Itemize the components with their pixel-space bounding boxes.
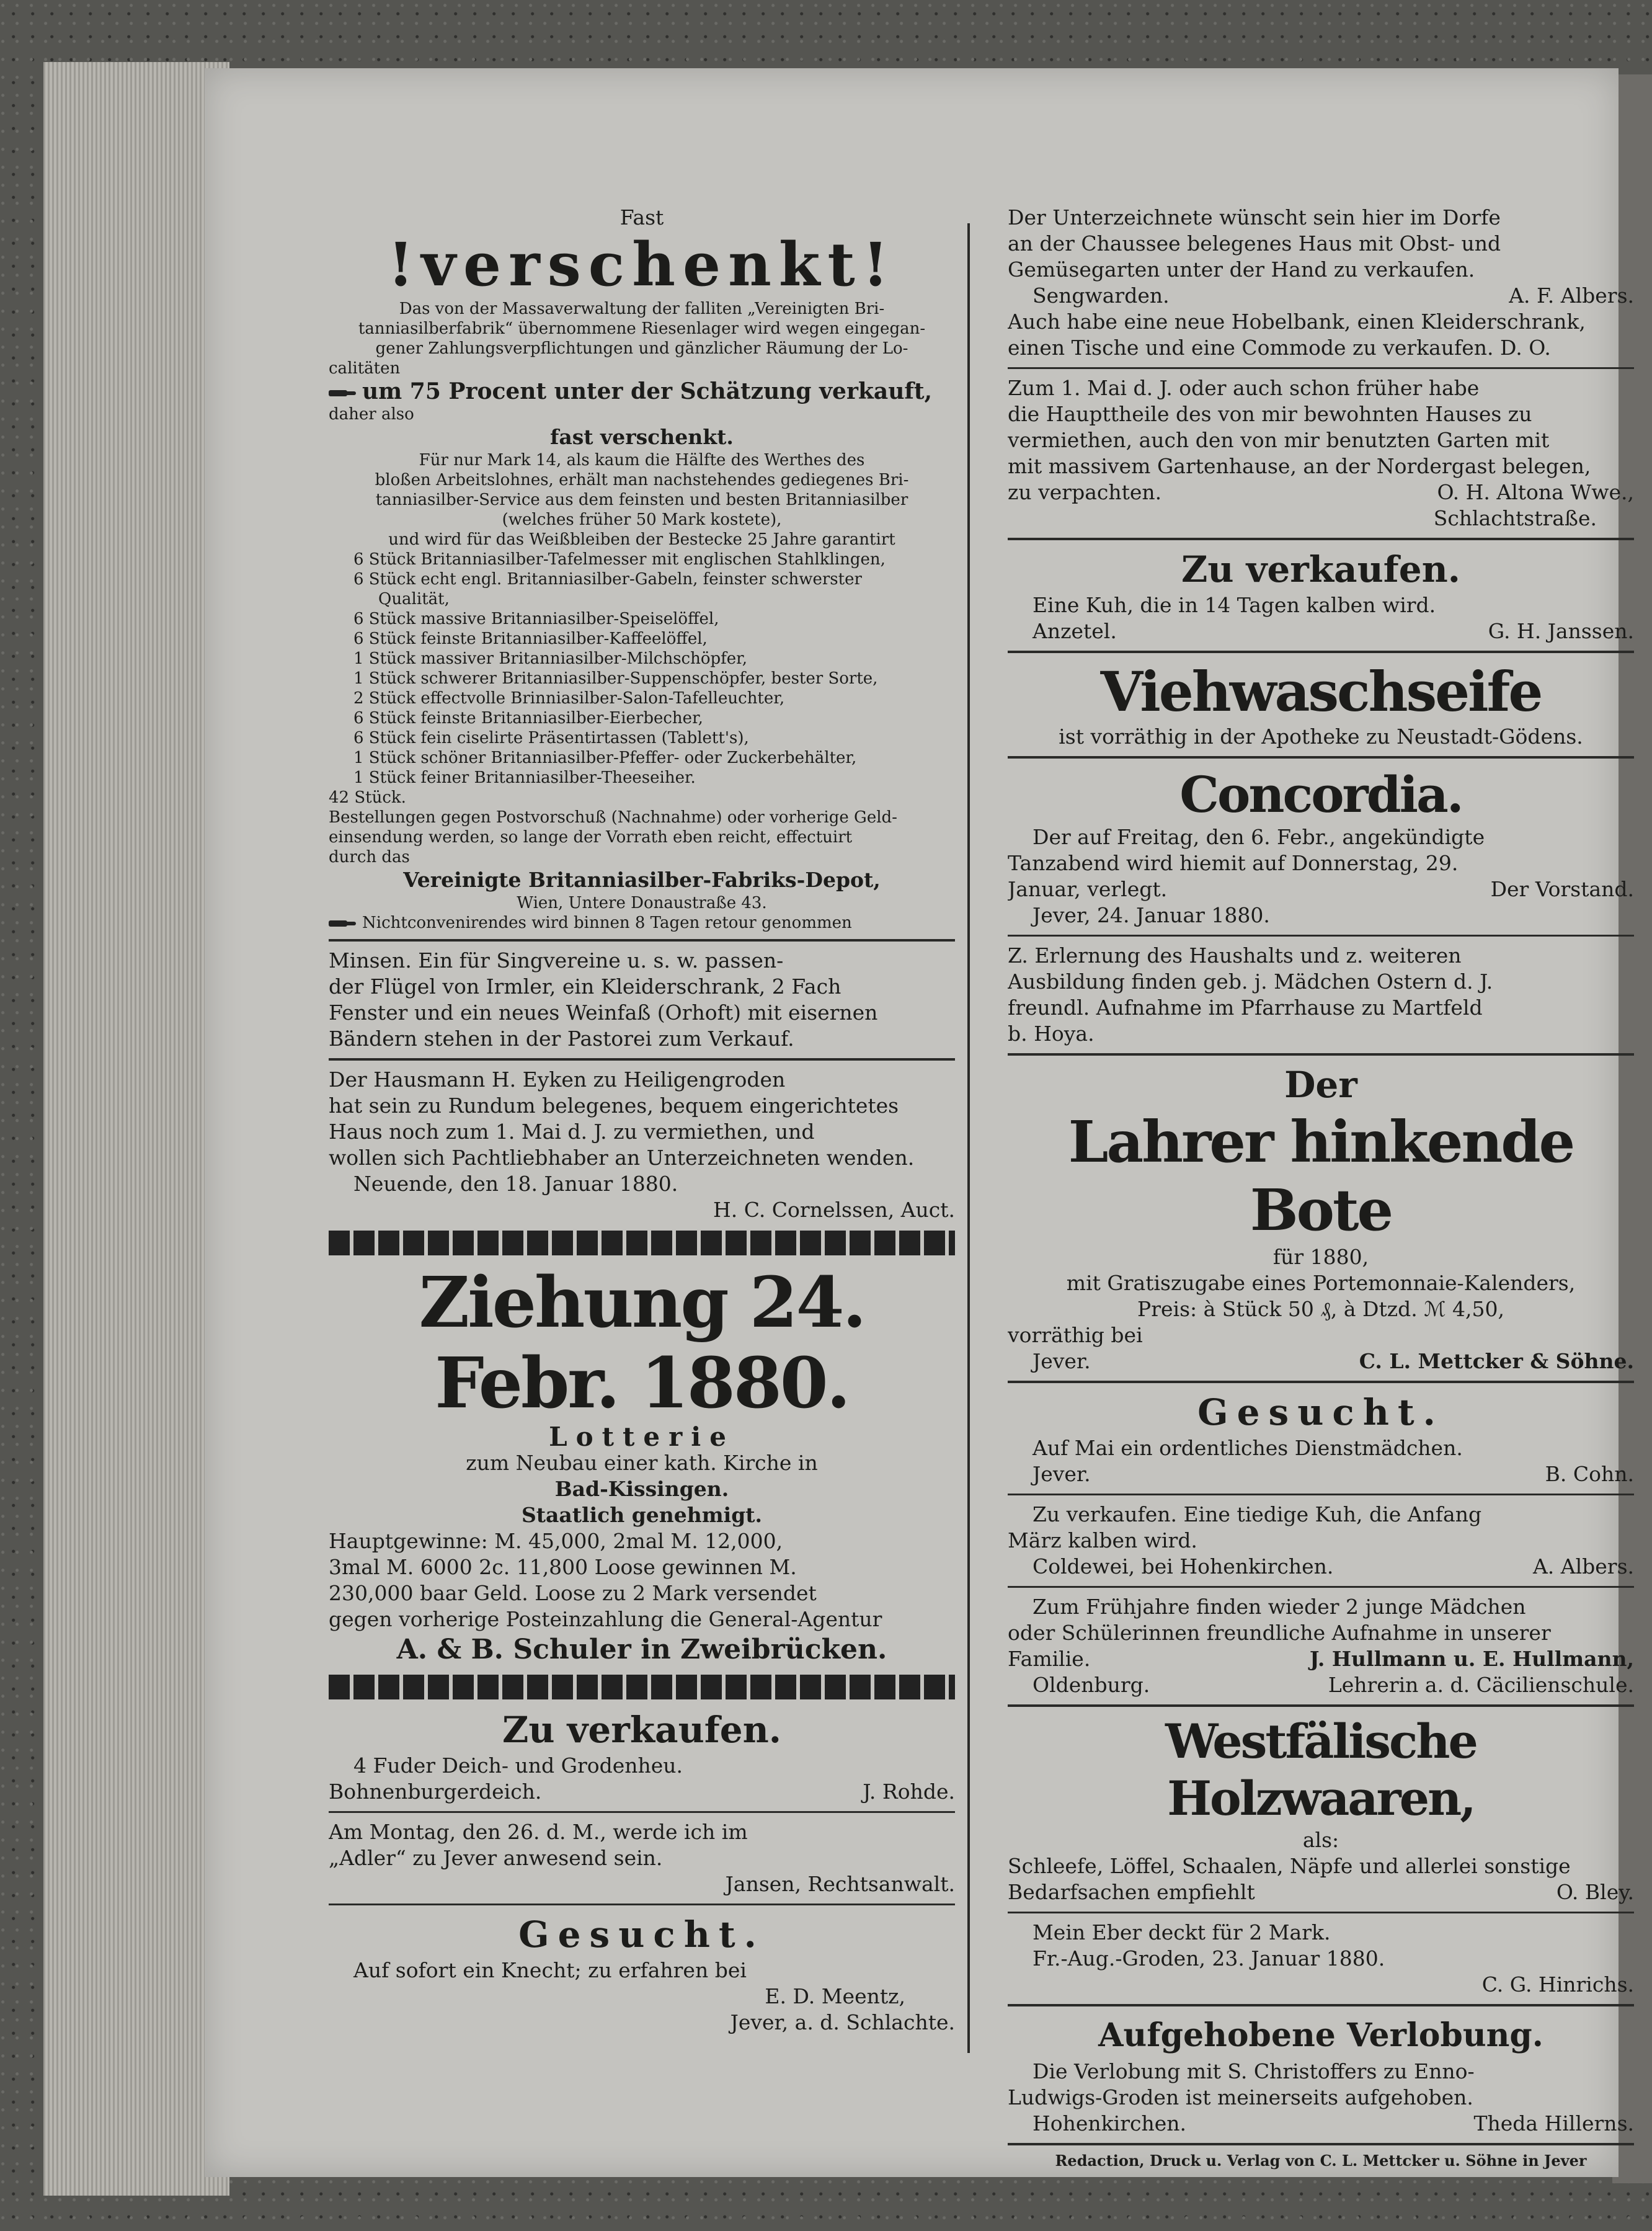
ad-item: 1 Stück schwerer Britanniasilber-Suppenschöpfer, bester Sorte, <box>353 669 878 688</box>
ad-pre-title: Der <box>1284 1064 1357 1106</box>
ad-item: 1 Stück schöner Britanniasilber-Pfeffer- oder Zuckerbehälter, <box>353 749 857 767</box>
ad-line: Gemüsegarten unter der Hand zu verkaufen. <box>1008 257 1475 282</box>
ad-item: 6 Stück echt engl. Britanniasilber-Gabeln, feinster schwerster <box>353 570 862 589</box>
ad-line: Familie. <box>1008 1647 1091 1671</box>
ad-line: mit Gratiszugabe eines Portemonnaie-Kalenders, <box>1066 1271 1576 1295</box>
ad-place: Bohnenburgerdeich. <box>329 1779 542 1804</box>
ad-kuh <box>1008 546 1634 644</box>
lotterie-line: zum Neubau einer kath. Kirche in <box>466 1451 818 1475</box>
ad-item: 1 Stück massiver Britanniasilber-Milchschöpfer, <box>353 649 747 668</box>
ad-haushalt <box>1008 943 1634 1047</box>
lotterie-place: Bad-Kissingen. <box>554 1477 729 1501</box>
lotterie-approved: Staatlich genehmigt. <box>521 1503 763 1527</box>
ad-line: b. Hoya. <box>1008 1022 1095 1046</box>
ad-title: Gesucht. <box>518 1913 765 1956</box>
ad-place: Jever. <box>1032 1349 1091 1373</box>
ad-line: Z. Erlernung des Haushalts und z. weiteren <box>1008 943 1462 968</box>
ad-line: „Adler“ zu Jever anwesend sein. <box>329 1846 663 1870</box>
ad-signature-row <box>1008 283 1634 309</box>
ad-intro-3: gener Zahlungsverpflichtungen und gänzlicher Räumung der Lo- <box>375 339 908 358</box>
column-divider <box>967 223 970 2053</box>
ad-address: Wien, Untere Donaustraße 43. <box>517 894 767 912</box>
ad-signature-row <box>329 1779 955 1805</box>
ad-line: als: <box>1302 1828 1339 1852</box>
ad-line: mit massivem Gartenhause, an der Nordergast belegen, <box>1008 454 1591 478</box>
ad-line: Auf Mai ein ordentliches Dienstmädchen. <box>1032 1436 1463 1460</box>
ad-gesucht-knecht <box>329 1912 955 2036</box>
ad-title: Zu verkaufen. <box>502 1709 781 1751</box>
ad-line: Zu verkaufen. Eine tiedige Kuh, die Anfang <box>1032 1502 1482 1526</box>
ad-title: Concordia. <box>1179 765 1462 824</box>
ad-line: Zum 1. Mai d. J. oder auch schon früher habe <box>1008 376 1480 400</box>
ad-signature: C. L. Mettcker & Söhne. <box>1359 1349 1634 1373</box>
ad-title: Westfälische Holzwaaren, <box>1165 1714 1477 1826</box>
ad-line: Ludwigs-Groden ist meinerseits aufgehoben. <box>1008 2085 1473 2109</box>
pointing-hand-icon <box>329 388 356 399</box>
ad-signature: H. C. Cornelssen, Auct. <box>713 1198 955 1222</box>
lotterie-sub: Lotterie <box>549 1424 735 1450</box>
ad-line: Haus noch zum 1. Mai d. J. zu vermiethen, und <box>329 1120 815 1144</box>
ad-line: zu verpachten. <box>1008 480 1162 504</box>
ad-signature: J. Hullmann u. E. Hullmann, <box>1309 1647 1634 1671</box>
divider <box>1008 2004 1634 2006</box>
ad-eber <box>1008 1920 1634 1998</box>
ad-title: !verschenkt! <box>388 229 896 300</box>
ad-firm: Vereinigte Britanniasilber-Fabriks-Depot, <box>403 868 881 892</box>
ad-place: Sengwarden. <box>1032 283 1170 308</box>
ad-place: Jever. <box>1032 1462 1091 1486</box>
ad-line: März kalben wird. <box>1008 1528 1197 1552</box>
ad-line: freundl. Aufnahme im Pfarrhause zu Martfeld <box>1008 995 1483 1020</box>
ad-body-4: (welches früher 50 Mark kostete), <box>502 510 782 529</box>
ad-line: Ausbildung finden geb. j. Mädchen Ostern d. J. <box>1008 969 1493 994</box>
ad-signature: E. D. Meentz, <box>765 1984 905 2008</box>
ad-montag <box>329 1819 955 1897</box>
ad-line: Januar, verlegt. <box>1008 877 1168 901</box>
ad-intro-4: calitäten <box>329 359 401 378</box>
ad-place: Oldenburg. <box>1032 1673 1150 1697</box>
ad-signature-row <box>1008 2111 1634 2137</box>
ad-intro-2: tanniasilberfabrik“ übernommene Riesenlager wird wegen eingegan- <box>358 319 926 338</box>
ad-line: Preis: à Stück 50 ₰, à Dtzd. ℳ 4,50, <box>1137 1297 1504 1321</box>
ad-line: Minsen. Ein für Singvereine u. s. w. passen- <box>329 948 784 973</box>
ad-line: hat sein zu Rundum belegenes, bequem eingerichtetes <box>329 1093 899 1118</box>
ad-item: 6 Stück fein ciselirte Präsentirtassen (Tablett's), <box>353 729 749 747</box>
divider <box>329 1811 955 1813</box>
ad-date: Neuende, den 18. Januar 1880. <box>353 1172 678 1196</box>
ad-gesucht-dienstmaedchen <box>1008 1389 1634 1487</box>
ad-body-2: bloßen Arbeitslohnes, erhält man nachstehendes gediegenes Bri- <box>375 471 909 489</box>
divider <box>1008 1381 1634 1383</box>
ad-line: Mein Eber deckt für 2 Mark. <box>1032 1920 1331 1944</box>
ad-signature: B. Cohn. <box>1545 1462 1634 1486</box>
ad-date: Jever, 24. Januar 1880. <box>1032 903 1270 927</box>
ad-line: an der Chaussee belegenes Haus mit Obst- und <box>1008 231 1501 256</box>
ad-daher: daher also <box>329 405 414 424</box>
ad-signature: Jansen, Rechtsanwalt. <box>725 1872 955 1896</box>
ad-title: Zu verkaufen. <box>1181 548 1460 590</box>
left-column <box>329 205 955 2036</box>
divider <box>1008 1912 1634 1913</box>
lotterie-agency: A. & B. Schuler in Zweibrücken. <box>396 1634 887 1665</box>
ad-signature: C. G. Hinrichs. <box>1481 1972 1634 1997</box>
ad-note: Nichtconvenirendes wird binnen 8 Tagen retour genommen <box>329 913 955 933</box>
divider <box>329 939 955 942</box>
ad-signature: O. H. Altona Wwe., <box>1437 480 1634 504</box>
ad-item: 6 Stück feinste Britanniasilber-Kaffeelöffel, <box>353 630 708 648</box>
ad-line: Auf sofort ein Knecht; zu erfahren bei <box>353 1958 747 1982</box>
ad-signature-row <box>1008 1348 1634 1374</box>
ad-signature-row <box>1008 1554 1634 1580</box>
ad-line: Auch habe eine neue Hobelbank, einen Kleiderschrank, <box>1008 309 1586 334</box>
ad-line: Eine Kuh, die in 14 Tagen kalben wird. <box>1032 593 1436 617</box>
ad-body-3: tanniasilber-Service aus dem feinsten und besten Britanniasilber <box>375 491 908 509</box>
ad-signature: A. Albers. <box>1532 1554 1634 1579</box>
ad-line: Der Hausmann H. Eyken zu Heiligengroden <box>329 1067 786 1092</box>
ad-line: Der auf Freitag, den 6. Febr., angekündigte <box>1032 825 1485 849</box>
lotterie-body: 230,000 baar Geld. Loose zu 2 Mark versendet <box>329 1581 817 1605</box>
ad-albers <box>1008 205 1634 361</box>
lotterie-title: Ziehung 24. Febr. 1880. <box>419 1262 865 1424</box>
ad-item: 2 Stück effectvolle Brinniasilber-Salon-Tafelleuchter, <box>353 689 785 708</box>
divider <box>1008 1053 1634 1056</box>
ad-verkaufen-heu <box>329 1707 955 1805</box>
ad-line: für 1880, <box>1272 1245 1369 1269</box>
ad-line: Der Unterzeichnete wünscht sein hier im Dorfe <box>1008 205 1501 229</box>
ad-body-1: Für nur Mark 14, als kaum die Hälfte des Werthes des <box>419 451 865 470</box>
ad-place: Anzetel. <box>1032 619 1117 643</box>
ad-item: 6 Stück Britanniasilber-Tafelmesser mit englischen Stahlklingen, <box>353 550 886 569</box>
ad-line: Die Verlobung mit S. Christoffers zu Enno- <box>1032 2059 1475 2083</box>
ad-line: Fenster und ein neues Weinfaß (Orhoft) mit eisernen <box>329 1000 878 1025</box>
ad-date: Fr.-Aug.-Groden, 23. Januar 1880. <box>1032 1946 1385 1970</box>
ad-minsen <box>329 948 955 1052</box>
divider <box>1008 1704 1634 1707</box>
ad-order-3: durch das <box>329 848 410 866</box>
ad-address: Jever, a. d. Schlachte. <box>730 2010 955 2034</box>
ad-signature: Der Vorstand. <box>1490 877 1634 901</box>
ad-line: Tanzabend wird hiemit auf Donnerstag, 29. <box>1008 851 1459 875</box>
ad-place: Hohenkirchen. <box>1032 2111 1187 2135</box>
ad-line: Bändern stehen in der Pastorei zum Verkauf. <box>329 1026 794 1051</box>
ad-line: Schleefe, Löffel, Schaalen, Näpfe und allerlei sonstige <box>1008 1854 1571 1878</box>
divider <box>1008 538 1634 540</box>
ad-signature: Theda Hillerns. <box>1473 2111 1634 2135</box>
ad-signature-row <box>1008 1672 1634 1698</box>
ad-order-1: Bestellungen gegen Postvorschuß (Nachnahme) oder vorherige Geld- <box>329 808 897 827</box>
ad-signature-row <box>1008 1879 1634 1905</box>
ad-hullmann <box>1008 1594 1634 1698</box>
ad-line: ist vorräthig in der Apotheke zu Neustadt-Gödens. <box>1059 724 1583 749</box>
ad-altona <box>1008 375 1634 532</box>
ad-headline: um 75 Procent unter der Schätzung verkauft, <box>329 378 955 404</box>
ad-verschenkt <box>329 205 955 933</box>
ad-line: wollen sich Pachtliebhaber an Unterzeichneten wenden. <box>329 1146 915 1170</box>
divider <box>1008 2143 1634 2145</box>
ad-title: Lahrer hinkende Bote <box>1068 1108 1574 1244</box>
book-page-edges <box>43 62 229 2196</box>
ad-total: 42 Stück. <box>329 788 406 807</box>
ad-item: 1 Stück feiner Britanniasilber-Theeseiher. <box>353 768 696 787</box>
decorative-border <box>329 1231 955 1255</box>
ad-signature-row <box>1008 1461 1634 1487</box>
ad-hausmann <box>329 1067 955 1223</box>
divider <box>1008 1586 1634 1588</box>
divider <box>1008 935 1634 937</box>
pointing-hand-icon <box>329 918 356 929</box>
ad-place: Coldewei, bei Hohenkirchen. <box>1032 1554 1334 1579</box>
ad-signature: G. H. Janssen. <box>1488 619 1634 643</box>
divider <box>329 1904 955 1905</box>
ad-signature-row <box>1008 1646 1634 1672</box>
ad-line: der Flügel von Irmler, ein Kleiderschrank, 2 Fach <box>329 974 842 999</box>
ad-line: Am Montag, den 26. d. M., werde ich im <box>329 1820 748 1844</box>
lotterie-body: 3mal M. 6000 2c. 11,800 Loose gewinnen M. <box>329 1555 797 1579</box>
ad-line: einen Tische und eine Commode zu verkaufen. D. O. <box>1008 336 1551 360</box>
right-column <box>1008 205 1634 2170</box>
ad-concordia <box>1008 765 1634 928</box>
ad-line: vorräthig bei <box>1008 1323 1143 1347</box>
decorative-border <box>329 1675 955 1699</box>
divider <box>329 1058 955 1061</box>
newspaper-page <box>205 68 1634 2177</box>
ad-line: Bedarfsachen empfiehlt <box>1008 1880 1255 1904</box>
ad-title: Aufgehobene Verlobung. <box>1098 2016 1543 2054</box>
ad-hinkende-bote <box>1008 1062 1634 1374</box>
ad-item: 6 Stück massive Britanniasilber-Speiselöffel, <box>353 610 719 628</box>
ad-line: Zum Frühjahre finden wieder 2 junge Mädchen <box>1032 1595 1526 1619</box>
ad-item: 6 Stück feinste Britanniasilber-Eierbecher, <box>353 709 703 728</box>
ad-pre-title: Fast <box>620 205 664 229</box>
ad-signature-row <box>1008 479 1634 505</box>
ad-intro-1: Das von der Massaverwaltung der falliten „Vereinigten Bri- <box>399 300 885 318</box>
divider <box>1008 651 1634 653</box>
imprint: Redaction, Druck u. Verlag von C. L. Mettcker u. Söhne in Jever <box>1055 2152 1587 2170</box>
ad-subhead: fast verschenkt. <box>550 425 734 449</box>
divider <box>1008 1494 1634 1495</box>
ad-holzwaaren <box>1008 1713 1634 1905</box>
ad-signature-row <box>1008 876 1634 902</box>
ad-item: Qualität, <box>378 590 450 608</box>
ad-signature: A. F. Albers. <box>1509 283 1634 308</box>
ad-street: Schlachtstraße. <box>1433 506 1597 530</box>
lotterie-body: Hauptgewinne: M. 45,000, 2mal M. 12,000, <box>329 1529 783 1553</box>
lotterie-body: gegen vorherige Posteinzahlung die General-Agentur <box>329 1607 882 1631</box>
ad-signature-row <box>1008 618 1634 644</box>
ad-signature: J. Rohde. <box>863 1779 955 1804</box>
ad-line: 4 Fuder Deich- und Grodenheu. <box>353 1753 683 1778</box>
ad-line: die Haupttheile des von mir bewohnten Hauses zu <box>1008 402 1532 426</box>
ad-order-2: einsendung werden, so lange der Vorrath eben reicht, effectuirt <box>329 828 853 847</box>
ad-signature: O. Bley. <box>1556 1880 1634 1904</box>
ad-verlobung <box>1008 2013 1634 2137</box>
ad-lotterie <box>329 1263 955 1667</box>
ad-title: Gesucht. <box>1197 1391 1444 1433</box>
divider <box>1008 367 1634 369</box>
divider <box>1008 756 1634 759</box>
ad-line: oder Schülerinnen freundliche Aufnahme in unserer <box>1008 1621 1551 1645</box>
ad-tiedige-kuh <box>1008 1502 1634 1580</box>
ad-signature: Lehrerin a. d. Cäcilienschule. <box>1328 1673 1634 1697</box>
ad-viehwaschseife <box>1008 659 1634 750</box>
ad-title: Viehwaschseife <box>1100 659 1542 724</box>
ad-line: vermiethen, auch den von mir benutzten Garten mit <box>1008 428 1550 452</box>
ad-body-5: und wird für das Weißbleiben der Bestecke 25 Jahre garantirt <box>388 530 895 549</box>
